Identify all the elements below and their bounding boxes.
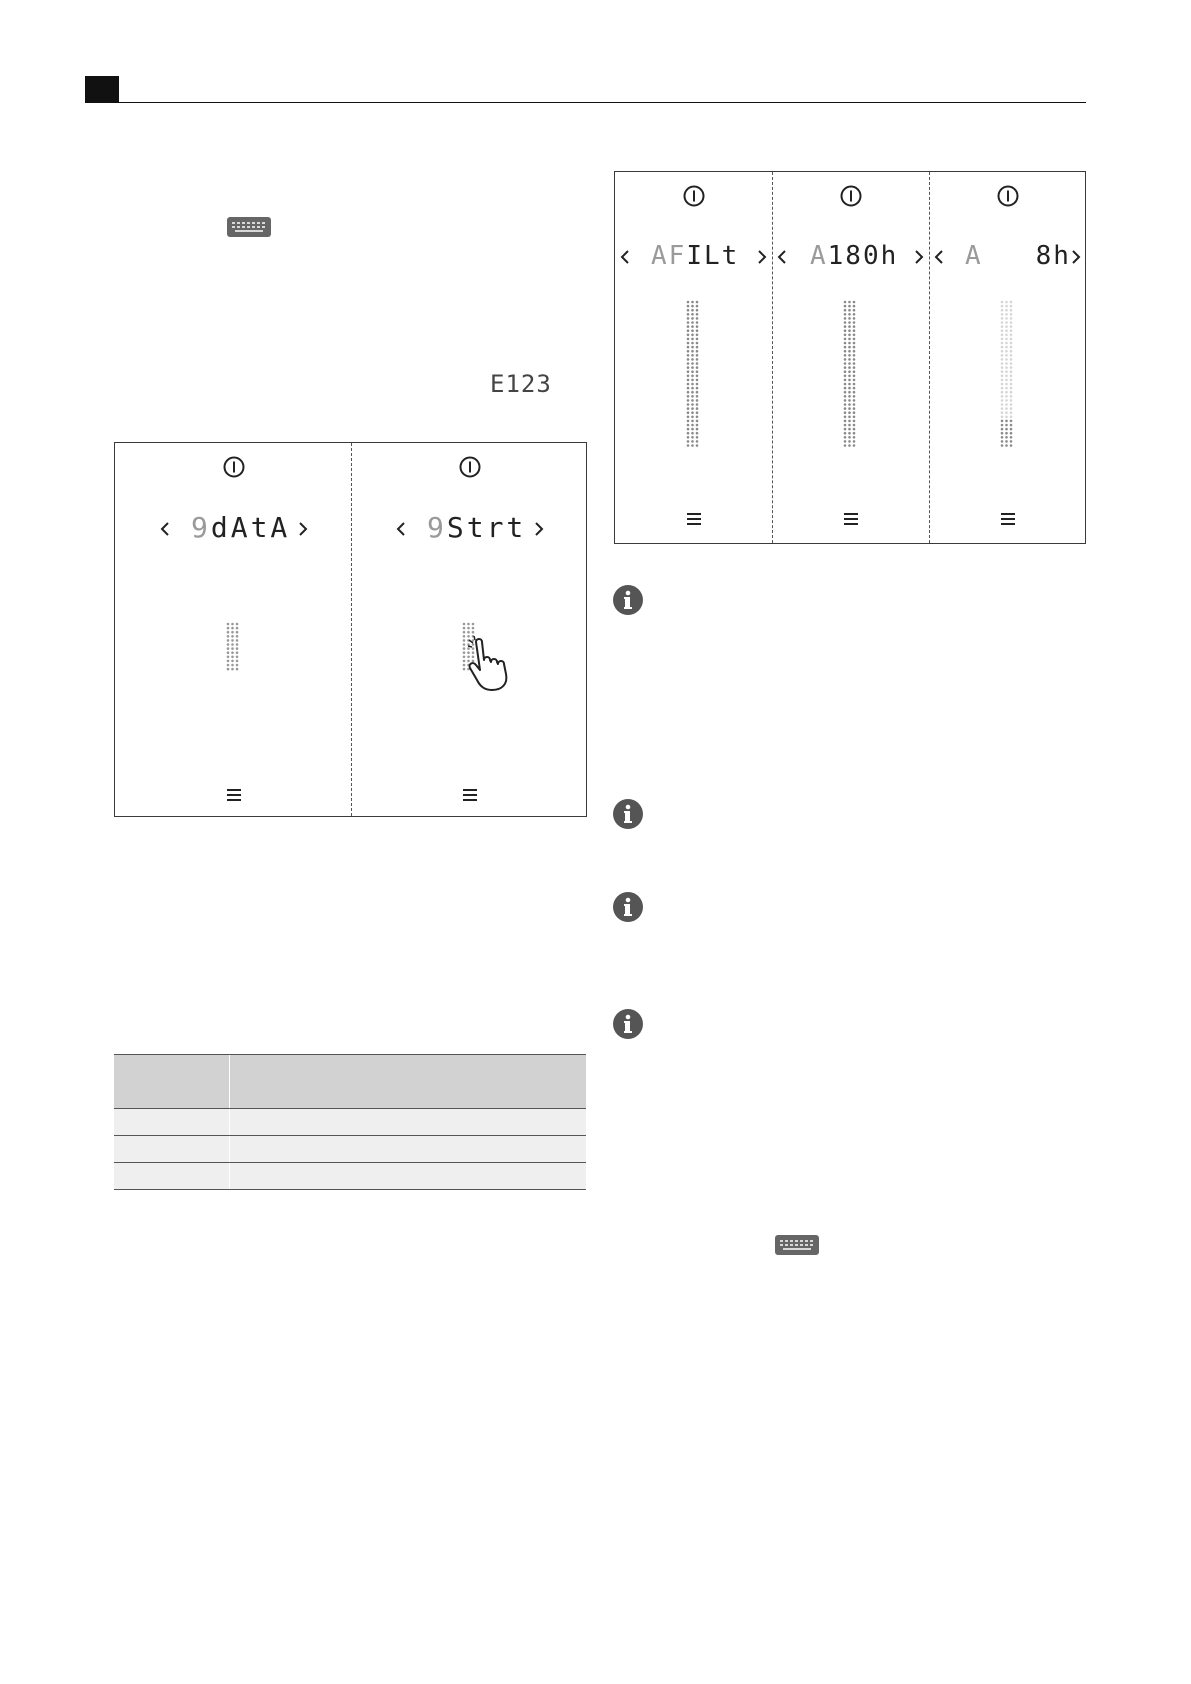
table-row [114, 1163, 586, 1189]
table-header [114, 1055, 586, 1108]
panel-divider [772, 172, 773, 543]
control-panel-figure-left [114, 442, 587, 817]
menu-icon[interactable] [686, 512, 702, 526]
power-icon[interactable] [458, 455, 482, 479]
menu-icon[interactable] [843, 512, 859, 526]
control-panel-figure-right [614, 171, 1086, 544]
chevron-right-icon[interactable] [1068, 244, 1084, 270]
chevron-right-icon[interactable] [911, 244, 927, 270]
lcd-display: A180h [810, 241, 899, 271]
menu-icon[interactable] [226, 788, 242, 802]
page-number-tab [85, 76, 119, 103]
lcd-display: 9Strt [427, 511, 527, 544]
pointing-hand-icon [466, 634, 522, 692]
table-column-separator [229, 1109, 230, 1135]
lcd-display: AFILt [651, 241, 740, 271]
chevron-left-icon[interactable] [393, 516, 409, 542]
slider-dots[interactable] [225, 622, 241, 672]
chevron-left-icon[interactable] [774, 244, 790, 270]
power-icon[interactable] [839, 184, 863, 208]
lcd-display: 9dAtA [191, 511, 291, 544]
info-icon [612, 1008, 644, 1040]
chevron-left-icon[interactable] [617, 244, 633, 270]
keyboard-icon [775, 1235, 819, 1255]
chevron-right-icon[interactable] [531, 516, 547, 542]
table-column-separator [229, 1055, 230, 1108]
chevron-left-icon[interactable] [157, 516, 173, 542]
chevron-right-icon[interactable] [754, 244, 770, 270]
menu-icon[interactable] [462, 788, 478, 802]
power-icon[interactable] [682, 184, 706, 208]
info-icon [612, 891, 644, 923]
panel-divider [929, 172, 930, 543]
keyboard-icon [227, 217, 271, 237]
level-slider[interactable] [999, 300, 1015, 448]
table-bottom-rule [114, 1189, 586, 1190]
menu-icon[interactable] [1000, 512, 1016, 526]
power-icon[interactable] [996, 184, 1020, 208]
panel-divider [351, 443, 352, 816]
info-icon [612, 798, 644, 830]
table-row [114, 1136, 586, 1162]
table-column-separator [229, 1136, 230, 1162]
lcd-display: A 8h [965, 241, 1071, 271]
level-slider[interactable] [842, 300, 858, 448]
table-column-separator [229, 1163, 230, 1189]
power-icon[interactable] [222, 455, 246, 479]
error-code-symbol: E123 [490, 370, 552, 398]
level-slider[interactable] [685, 300, 701, 448]
table-row [114, 1109, 586, 1135]
chevron-right-icon[interactable] [295, 516, 311, 542]
info-icon [612, 584, 644, 616]
chevron-left-icon[interactable] [931, 244, 947, 270]
header-rule [85, 102, 1086, 103]
